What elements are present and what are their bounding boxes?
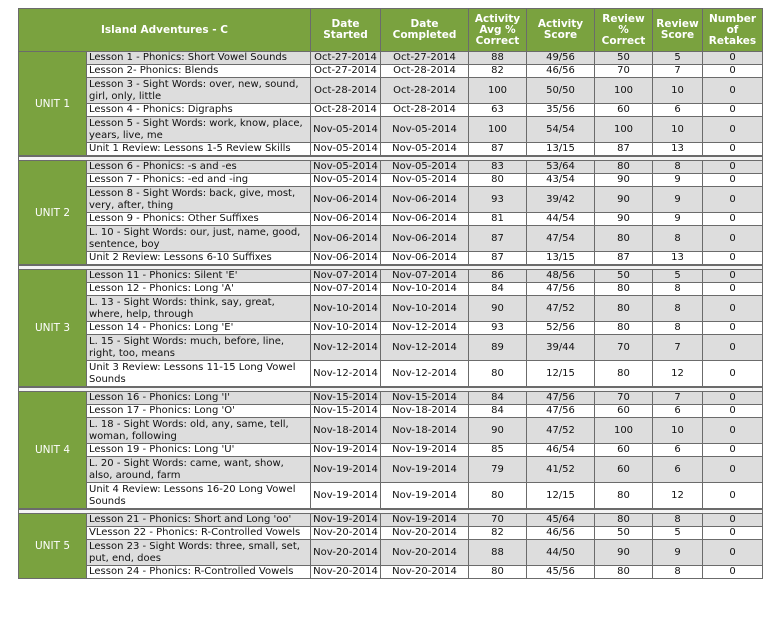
col-activity-avg: Activity Avg % Correct — [469, 9, 527, 52]
cell-date-completed: Nov-12-2014 — [381, 322, 469, 335]
cell-lesson: L. 10 - Sight Words: our, just, name, good, sentence, boy — [87, 226, 311, 252]
cell-date-completed: Nov-18-2014 — [381, 405, 469, 418]
cell-date-started: Oct-27-2014 — [311, 65, 381, 78]
cell-retakes: 0 — [703, 296, 763, 322]
cell-lesson: Lesson 17 - Phonics: Long 'O' — [87, 405, 311, 418]
cell-retakes: 0 — [703, 527, 763, 540]
cell-retakes: 0 — [703, 213, 763, 226]
table-row — [19, 457, 763, 483]
cell-review-score: 9 — [653, 174, 703, 187]
cell-activity-avg: 84 — [469, 392, 527, 405]
cell-activity-score: 12/15 — [527, 483, 595, 510]
cell-review-score: 8 — [653, 514, 703, 527]
cell-lesson: Lesson 14 - Phonics: Long 'E' — [87, 322, 311, 335]
col-date-started: Date Started — [311, 9, 381, 52]
table-row — [19, 392, 763, 405]
cell-review-score: 5 — [653, 52, 703, 65]
cell-retakes: 0 — [703, 540, 763, 566]
cell-date-started: Nov-20-2014 — [311, 527, 381, 540]
table-row — [19, 483, 763, 510]
cell-date-started: Nov-05-2014 — [311, 161, 381, 174]
cell-retakes: 0 — [703, 514, 763, 527]
cell-activity-avg: 80 — [469, 483, 527, 510]
cell-retakes: 0 — [703, 78, 763, 104]
table-row — [19, 322, 763, 335]
cell-date-completed: Nov-20-2014 — [381, 566, 469, 579]
table-row — [19, 252, 763, 266]
table-row — [19, 405, 763, 418]
cell-date-started: Nov-07-2014 — [311, 283, 381, 296]
cell-review-pct: 80 — [595, 226, 653, 252]
table-row — [19, 187, 763, 213]
cell-date-completed: Nov-15-2014 — [381, 392, 469, 405]
cell-retakes: 0 — [703, 117, 763, 143]
col-review-score: Review Score — [653, 9, 703, 52]
cell-review-pct: 90 — [595, 187, 653, 213]
cell-activity-score: 48/56 — [527, 270, 595, 283]
cell-activity-avg: 80 — [469, 174, 527, 187]
cell-review-score: 13 — [653, 252, 703, 266]
cell-lesson: Unit 2 Review: Lessons 6-10 Suffixes — [87, 252, 311, 266]
cell-activity-score: 45/64 — [527, 514, 595, 527]
cell-review-pct: 80 — [595, 296, 653, 322]
table-row — [19, 566, 763, 579]
cell-date-completed: Nov-20-2014 — [381, 527, 469, 540]
progress-report — [18, 8, 762, 579]
cell-date-started: Nov-06-2014 — [311, 213, 381, 226]
cell-lesson: Lesson 7 - Phonics: -ed and -ing — [87, 174, 311, 187]
cell-review-pct: 70 — [595, 335, 653, 361]
unit-label: UNIT 2 — [19, 161, 87, 266]
cell-retakes: 0 — [703, 444, 763, 457]
cell-activity-score: 46/54 — [527, 444, 595, 457]
table-row — [19, 270, 763, 283]
cell-date-completed: Nov-19-2014 — [381, 483, 469, 510]
cell-review-pct: 70 — [595, 65, 653, 78]
cell-activity-avg: 87 — [469, 226, 527, 252]
cell-date-completed: Nov-05-2014 — [381, 174, 469, 187]
cell-review-pct: 80 — [595, 566, 653, 579]
cell-review-score: 9 — [653, 540, 703, 566]
cell-lesson: Lesson 11 - Phonics: Silent 'E' — [87, 270, 311, 283]
col-review-pct: Review % Correct — [595, 9, 653, 52]
cell-date-started: Nov-06-2014 — [311, 226, 381, 252]
cell-date-completed: Nov-12-2014 — [381, 361, 469, 388]
cell-retakes: 0 — [703, 483, 763, 510]
cell-lesson: Unit 4 Review: Lessons 16-20 Long Vowel Sounds — [87, 483, 311, 510]
cell-activity-score: 35/56 — [527, 104, 595, 117]
cell-review-score: 5 — [653, 527, 703, 540]
cell-date-started: Nov-20-2014 — [311, 540, 381, 566]
cell-lesson: Lesson 9 - Phonics: Other Suffixes — [87, 213, 311, 226]
cell-activity-avg: 84 — [469, 405, 527, 418]
cell-activity-score: 43/54 — [527, 174, 595, 187]
cell-review-pct: 87 — [595, 252, 653, 266]
table-row — [19, 296, 763, 322]
cell-date-started: Nov-07-2014 — [311, 270, 381, 283]
cell-activity-avg: 83 — [469, 161, 527, 174]
cell-activity-score: 39/42 — [527, 187, 595, 213]
cell-activity-score: 47/54 — [527, 226, 595, 252]
cell-activity-avg: 100 — [469, 117, 527, 143]
cell-activity-avg: 88 — [469, 52, 527, 65]
cell-date-completed: Nov-10-2014 — [381, 283, 469, 296]
cell-review-pct: 100 — [595, 117, 653, 143]
col-activity-score: Activity Score — [527, 9, 595, 52]
cell-date-completed: Oct-28-2014 — [381, 65, 469, 78]
cell-activity-avg: 86 — [469, 270, 527, 283]
cell-date-started: Nov-15-2014 — [311, 405, 381, 418]
cell-review-pct: 80 — [595, 361, 653, 388]
cell-activity-score: 47/52 — [527, 418, 595, 444]
cell-lesson: Lesson 5 - Sight Words: work, know, place, years, live, me — [87, 117, 311, 143]
cell-activity-avg: 82 — [469, 527, 527, 540]
col-date-completed: Date Completed — [381, 9, 469, 52]
cell-lesson: Unit 1 Review: Lessons 1-5 Review Skills — [87, 143, 311, 157]
cell-retakes: 0 — [703, 566, 763, 579]
cell-date-started: Nov-15-2014 — [311, 392, 381, 405]
cell-activity-avg: 70 — [469, 514, 527, 527]
cell-review-score: 10 — [653, 418, 703, 444]
cell-retakes: 0 — [703, 143, 763, 157]
cell-review-score: 10 — [653, 78, 703, 104]
table-row — [19, 361, 763, 388]
unit-label: UNIT 3 — [19, 270, 87, 388]
cell-lesson: Lesson 6 - Phonics: -s and -es — [87, 161, 311, 174]
cell-lesson: Lesson 16 - Phonics: Long 'I' — [87, 392, 311, 405]
cell-lesson: Lesson 1 - Phonics: Short Vowel Sounds — [87, 52, 311, 65]
cell-activity-score: 47/56 — [527, 405, 595, 418]
cell-retakes: 0 — [703, 283, 763, 296]
cell-review-pct: 70 — [595, 392, 653, 405]
table-row — [19, 527, 763, 540]
cell-review-score: 6 — [653, 104, 703, 117]
cell-activity-score: 47/56 — [527, 283, 595, 296]
cell-activity-score: 44/54 — [527, 213, 595, 226]
table-header — [19, 9, 763, 52]
progress-table — [18, 8, 763, 579]
cell-review-score: 9 — [653, 187, 703, 213]
cell-activity-score: 46/56 — [527, 65, 595, 78]
cell-review-score: 8 — [653, 296, 703, 322]
cell-review-pct: 50 — [595, 270, 653, 283]
cell-review-score: 13 — [653, 143, 703, 157]
cell-activity-score: 54/54 — [527, 117, 595, 143]
cell-review-pct: 87 — [595, 143, 653, 157]
cell-activity-score: 39/44 — [527, 335, 595, 361]
cell-review-score: 6 — [653, 405, 703, 418]
cell-activity-score: 41/52 — [527, 457, 595, 483]
table-row — [19, 65, 763, 78]
cell-retakes: 0 — [703, 104, 763, 117]
cell-date-started: Nov-12-2014 — [311, 361, 381, 388]
cell-lesson: L. 13 - Sight Words: think, say, great, where, help, through — [87, 296, 311, 322]
cell-activity-avg: 90 — [469, 418, 527, 444]
cell-review-pct: 90 — [595, 540, 653, 566]
cell-lesson: VLesson 22 - Phonics: R-Controlled Vowels — [87, 527, 311, 540]
cell-retakes: 0 — [703, 405, 763, 418]
cell-review-pct: 50 — [595, 52, 653, 65]
cell-activity-score: 13/15 — [527, 143, 595, 157]
cell-review-score: 6 — [653, 457, 703, 483]
table-row — [19, 161, 763, 174]
cell-date-completed: Nov-19-2014 — [381, 514, 469, 527]
cell-review-pct: 80 — [595, 322, 653, 335]
cell-lesson: L. 20 - Sight Words: came, want, show, also, around, farm — [87, 457, 311, 483]
cell-date-completed: Nov-19-2014 — [381, 444, 469, 457]
cell-review-pct: 80 — [595, 483, 653, 510]
unit-label: UNIT 1 — [19, 52, 87, 157]
cell-lesson: Lesson 12 - Phonics: Long 'A' — [87, 283, 311, 296]
cell-activity-score: 44/50 — [527, 540, 595, 566]
cell-review-score: 12 — [653, 483, 703, 510]
cell-activity-avg: 100 — [469, 78, 527, 104]
cell-review-pct: 60 — [595, 444, 653, 457]
cell-review-score: 8 — [653, 283, 703, 296]
table-row — [19, 444, 763, 457]
table-body — [19, 52, 763, 579]
cell-review-pct: 100 — [595, 78, 653, 104]
cell-activity-avg: 93 — [469, 322, 527, 335]
cell-review-score: 7 — [653, 335, 703, 361]
cell-lesson: L. 18 - Sight Words: old, any, same, tell, woman, following — [87, 418, 311, 444]
cell-retakes: 0 — [703, 457, 763, 483]
cell-activity-avg: 87 — [469, 252, 527, 266]
cell-activity-avg: 88 — [469, 540, 527, 566]
cell-review-score: 7 — [653, 65, 703, 78]
cell-review-score: 7 — [653, 392, 703, 405]
col-retakes: Number of Retakes — [703, 9, 763, 52]
cell-review-pct: 50 — [595, 527, 653, 540]
cell-activity-score: 52/56 — [527, 322, 595, 335]
cell-date-started: Nov-18-2014 — [311, 418, 381, 444]
cell-date-completed: Nov-07-2014 — [381, 270, 469, 283]
cell-retakes: 0 — [703, 270, 763, 283]
cell-date-completed: Nov-12-2014 — [381, 335, 469, 361]
cell-review-score: 10 — [653, 117, 703, 143]
cell-lesson: Lesson 3 - Sight Words: over, new, sound, girl, only, little — [87, 78, 311, 104]
cell-date-started: Oct-28-2014 — [311, 104, 381, 117]
cell-date-started: Nov-05-2014 — [311, 143, 381, 157]
cell-review-score: 8 — [653, 566, 703, 579]
cell-lesson: Lesson 8 - Sight Words: back, give, most, very, after, thing — [87, 187, 311, 213]
cell-review-score: 6 — [653, 444, 703, 457]
table-row — [19, 52, 763, 65]
cell-activity-score: 45/56 — [527, 566, 595, 579]
cell-retakes: 0 — [703, 52, 763, 65]
table-row — [19, 514, 763, 527]
cell-date-started: Nov-19-2014 — [311, 444, 381, 457]
cell-review-pct: 100 — [595, 418, 653, 444]
cell-activity-score: 47/52 — [527, 296, 595, 322]
cell-lesson: Lesson 4 - Phonics: Digraphs — [87, 104, 311, 117]
cell-retakes: 0 — [703, 187, 763, 213]
cell-date-started: Nov-06-2014 — [311, 187, 381, 213]
cell-activity-score: 46/56 — [527, 527, 595, 540]
cell-lesson: Lesson 19 - Phonics: Long 'U' — [87, 444, 311, 457]
cell-retakes: 0 — [703, 65, 763, 78]
cell-date-started: Nov-06-2014 — [311, 252, 381, 266]
cell-date-completed: Nov-19-2014 — [381, 457, 469, 483]
cell-activity-score: 53/64 — [527, 161, 595, 174]
cell-review-pct: 90 — [595, 213, 653, 226]
report-title: Island Adventures - C — [19, 9, 311, 52]
table-row — [19, 418, 763, 444]
unit-label: UNIT 5 — [19, 514, 87, 579]
cell-retakes: 0 — [703, 392, 763, 405]
cell-date-completed: Nov-06-2014 — [381, 187, 469, 213]
cell-review-score: 9 — [653, 213, 703, 226]
cell-activity-avg: 89 — [469, 335, 527, 361]
cell-retakes: 0 — [703, 335, 763, 361]
table-row — [19, 213, 763, 226]
cell-date-started: Nov-20-2014 — [311, 566, 381, 579]
cell-retakes: 0 — [703, 174, 763, 187]
cell-review-pct: 60 — [595, 104, 653, 117]
table-row — [19, 174, 763, 187]
cell-activity-avg: 80 — [469, 566, 527, 579]
cell-date-completed: Oct-28-2014 — [381, 78, 469, 104]
table-row — [19, 143, 763, 157]
cell-lesson: Unit 3 Review: Lessons 11-15 Long Vowel Sounds — [87, 361, 311, 388]
cell-date-started: Nov-05-2014 — [311, 174, 381, 187]
cell-review-score: 8 — [653, 161, 703, 174]
table-row — [19, 117, 763, 143]
cell-lesson: Lesson 23 - Sight Words: three, small, set, put, end, does — [87, 540, 311, 566]
cell-retakes: 0 — [703, 322, 763, 335]
cell-date-completed: Nov-06-2014 — [381, 213, 469, 226]
cell-date-completed: Nov-05-2014 — [381, 143, 469, 157]
cell-date-completed: Nov-10-2014 — [381, 296, 469, 322]
cell-date-started: Oct-28-2014 — [311, 78, 381, 104]
cell-review-pct: 80 — [595, 161, 653, 174]
cell-date-completed: Nov-06-2014 — [381, 226, 469, 252]
unit-label: UNIT 4 — [19, 392, 87, 510]
cell-date-completed: Nov-05-2014 — [381, 117, 469, 143]
cell-retakes: 0 — [703, 252, 763, 266]
cell-date-completed: Nov-05-2014 — [381, 161, 469, 174]
cell-activity-avg: 93 — [469, 187, 527, 213]
cell-activity-avg: 84 — [469, 283, 527, 296]
cell-review-pct: 60 — [595, 457, 653, 483]
cell-date-completed: Oct-28-2014 — [381, 104, 469, 117]
cell-lesson: L. 15 - Sight Words: much, before, line, right, too, means — [87, 335, 311, 361]
cell-lesson: Lesson 21 - Phonics: Short and Long 'oo' — [87, 514, 311, 527]
cell-activity-score: 13/15 — [527, 252, 595, 266]
cell-review-score: 5 — [653, 270, 703, 283]
table-row — [19, 226, 763, 252]
cell-date-completed: Nov-06-2014 — [381, 252, 469, 266]
table-row — [19, 540, 763, 566]
cell-review-score: 8 — [653, 226, 703, 252]
cell-review-score: 12 — [653, 361, 703, 388]
table-row — [19, 78, 763, 104]
cell-lesson: Lesson 2- Phonics: Blends — [87, 65, 311, 78]
cell-activity-avg: 80 — [469, 361, 527, 388]
cell-date-started: Nov-19-2014 — [311, 457, 381, 483]
cell-review-pct: 60 — [595, 405, 653, 418]
cell-date-completed: Nov-18-2014 — [381, 418, 469, 444]
cell-activity-avg: 63 — [469, 104, 527, 117]
cell-date-started: Nov-19-2014 — [311, 483, 381, 510]
cell-review-pct: 80 — [595, 283, 653, 296]
cell-retakes: 0 — [703, 361, 763, 388]
cell-date-started: Nov-10-2014 — [311, 296, 381, 322]
cell-activity-avg: 87 — [469, 143, 527, 157]
cell-retakes: 0 — [703, 226, 763, 252]
cell-activity-avg: 90 — [469, 296, 527, 322]
cell-date-completed: Oct-27-2014 — [381, 52, 469, 65]
cell-date-started: Nov-05-2014 — [311, 117, 381, 143]
cell-activity-score: 47/56 — [527, 392, 595, 405]
cell-lesson: Lesson 24 - Phonics: R-Controlled Vowels — [87, 566, 311, 579]
cell-review-pct: 90 — [595, 174, 653, 187]
cell-date-started: Oct-27-2014 — [311, 52, 381, 65]
cell-activity-avg: 85 — [469, 444, 527, 457]
cell-activity-score: 12/15 — [527, 361, 595, 388]
cell-activity-score: 49/56 — [527, 52, 595, 65]
table-row — [19, 335, 763, 361]
cell-review-pct: 80 — [595, 514, 653, 527]
cell-date-completed: Nov-20-2014 — [381, 540, 469, 566]
cell-activity-avg: 81 — [469, 213, 527, 226]
cell-retakes: 0 — [703, 161, 763, 174]
cell-date-started: Nov-10-2014 — [311, 322, 381, 335]
cell-date-started: Nov-12-2014 — [311, 335, 381, 361]
cell-activity-avg: 82 — [469, 65, 527, 78]
cell-retakes: 0 — [703, 418, 763, 444]
cell-activity-avg: 79 — [469, 457, 527, 483]
table-row — [19, 104, 763, 117]
cell-date-started: Nov-19-2014 — [311, 514, 381, 527]
table-row — [19, 283, 763, 296]
cell-activity-score: 50/50 — [527, 78, 595, 104]
cell-review-score: 8 — [653, 322, 703, 335]
